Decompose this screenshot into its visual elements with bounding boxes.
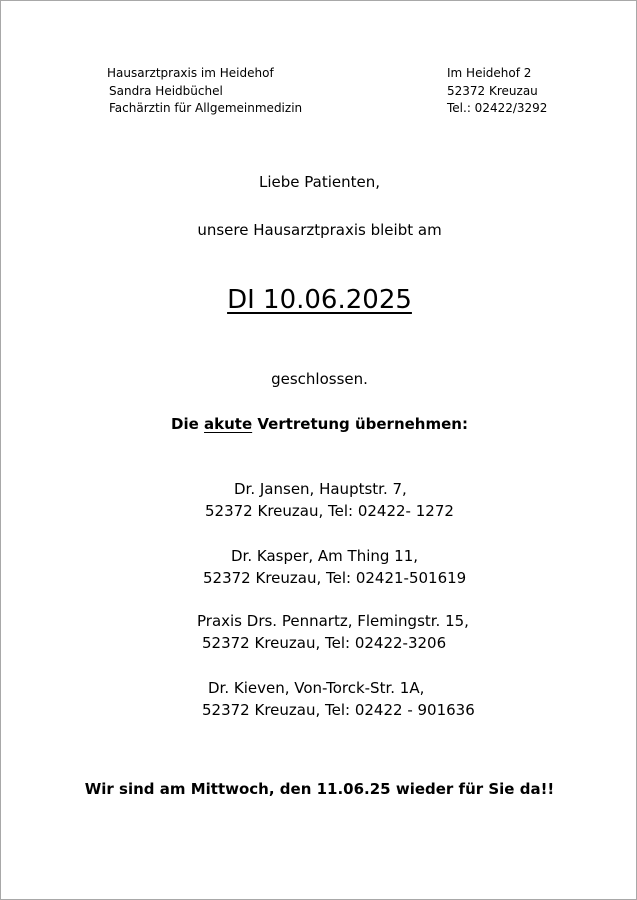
closure-date: DI 10.06.2025 [227, 285, 412, 315]
deputy-heading-end: Vertretung übernehmen: [252, 415, 468, 433]
doctor-specialty: Fachärztin für Allgemeinmedizin [109, 101, 303, 115]
doctor-name: Sandra Heidbüchel [109, 83, 223, 98]
deputy-entry-kieven-line2: 52372 Kreuzau, Tel: 02422 - 901636 [202, 701, 475, 719]
deputy-entry-jansen-line1: Dr. Jansen, Hauptstr. 7, [234, 480, 407, 498]
practice-phone: Tel.: 02422/3292 [447, 101, 548, 115]
deputy-heading-emphasis: akute [204, 415, 253, 433]
deputy-entry-pennartz-line1: Praxis Drs. Pennartz, Flemingstr. 15, [197, 612, 469, 630]
practice-street: Im Heidehof 2 [447, 66, 532, 80]
practice-letterhead [107, 65, 302, 118]
closed-text: geschlossen. [271, 370, 368, 388]
practice-name: Hausarztpraxis im Heidehof [107, 66, 274, 80]
deputy-entry-pennartz-line2: 52372 Kreuzau, Tel: 02422-3206 [202, 634, 447, 652]
practice-contact [447, 65, 547, 118]
practice-city: 52372 Kreuzau [447, 83, 538, 98]
deputy-entry-kieven-line1: Dr. Kieven, Von-Torck-Str. 1A, [208, 679, 425, 697]
closing-message: Wir sind am Mittwoch, den 11.06.25 wieder für Sie da!! [84, 780, 555, 798]
deputy-heading-start: Die [171, 415, 205, 433]
deputy-entry-kasper-line2: 52372 Kreuzau, Tel: 02421-501619 [203, 569, 467, 587]
deputy-entry-jansen-line2: 52372 Kreuzau, Tel: 02422- 1272 [205, 502, 454, 520]
greeting: Liebe Patienten, [258, 173, 380, 191]
deputy-entry-kasper-line1: Dr. Kasper, Am Thing 11, [231, 547, 419, 565]
deputy-heading [1, 415, 637, 433]
intro-text: unsere Hausarztpraxis bleibt am [197, 221, 442, 239]
